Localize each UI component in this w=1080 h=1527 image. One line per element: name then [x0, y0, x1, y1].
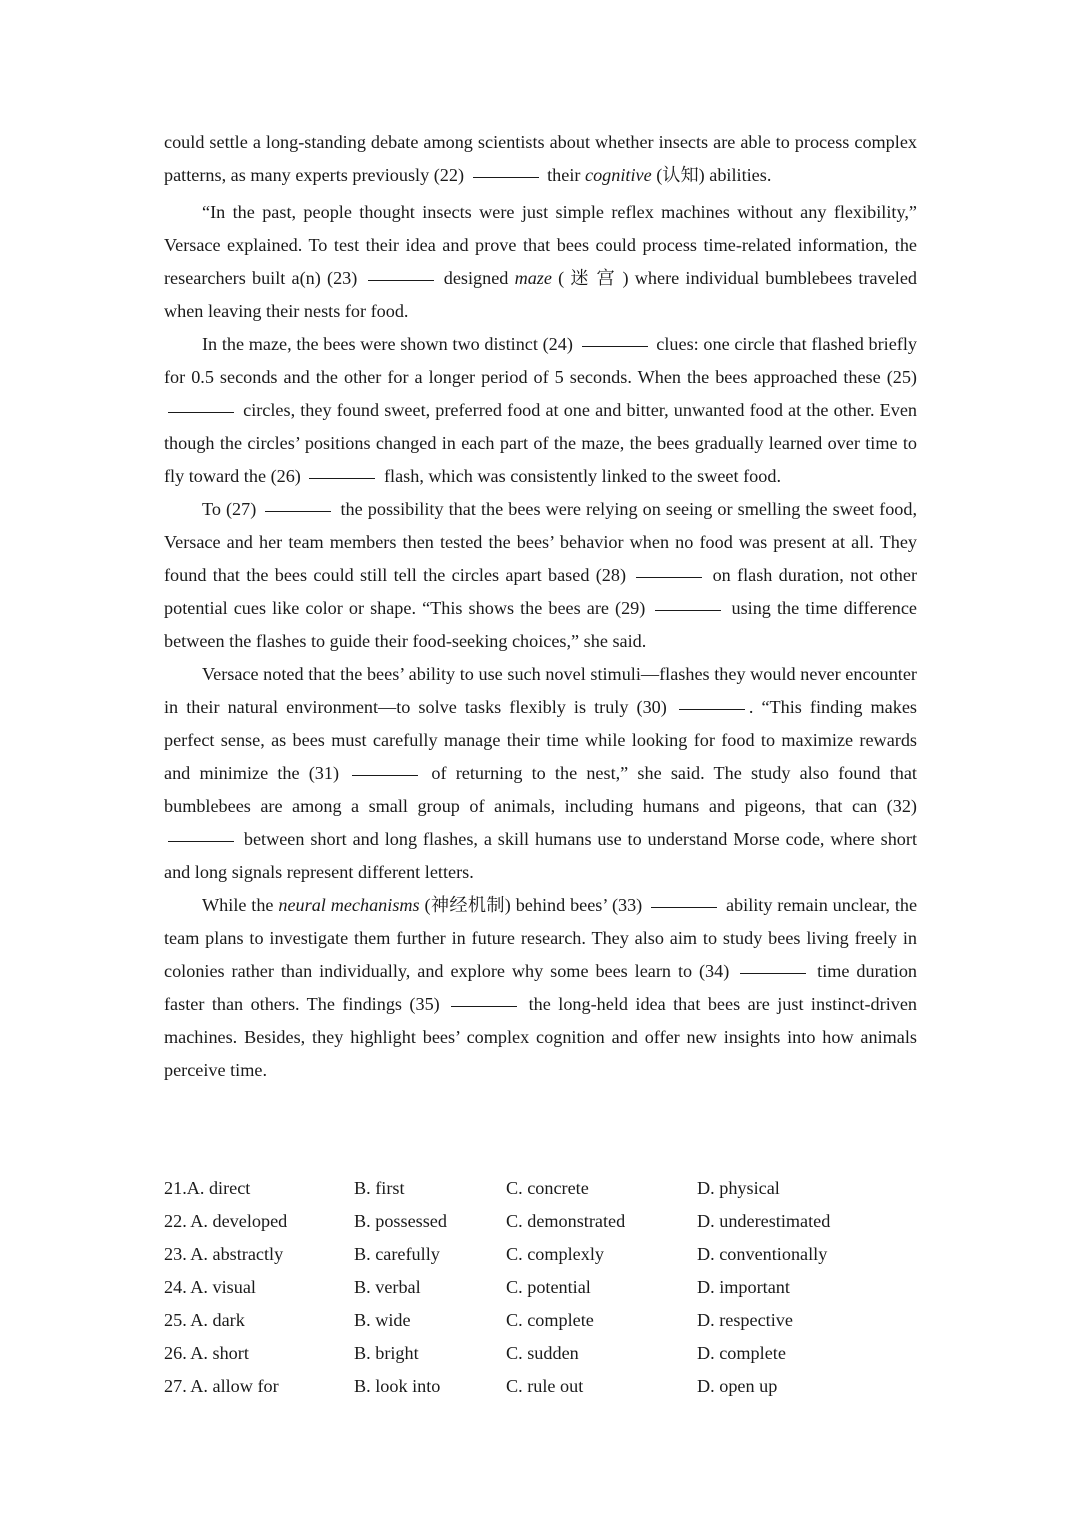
- answer-blank-35: [451, 1006, 517, 1007]
- option-b: B. first: [354, 1178, 405, 1198]
- option-a: 25. A. dark: [164, 1310, 245, 1330]
- text-run: time duration faster than others. The findings (35): [164, 961, 918, 1014]
- option-c: C. sudden: [506, 1343, 579, 1363]
- answer-blank-24: [582, 346, 648, 347]
- option-row-21: [164, 1172, 924, 1205]
- option-a: 24. A. visual: [164, 1277, 256, 1297]
- text-run: the long-held idea that bees are just instinct-driven machines. Besides, they highlight bees’ complex cognition and offer new insights into how animals perceive time.: [164, 994, 918, 1080]
- paragraph-5: [164, 658, 917, 889]
- text-run: between short and long flashes, a skill humans use to understand Morse code, where short and long signals represent different letters.: [164, 829, 917, 882]
- text-run: Versace noted that the bees’ ability to use such novel stimuli—flashes they would never encounter in their natural environment—to solve tasks flexibly is truly (30): [164, 664, 917, 717]
- option-a: 26. A. short: [164, 1343, 249, 1363]
- option-b: B. verbal: [354, 1277, 421, 1297]
- text-run: To (27): [202, 499, 257, 519]
- text-run: could settle a long-standing debate among scientists about whether insects are able to process complex patterns, as many experts previously (22): [164, 132, 917, 185]
- answer-blank-23: [368, 280, 434, 281]
- italic-term: cognitive: [585, 165, 652, 185]
- answer-blank-22: [473, 177, 539, 178]
- option-c: C. complexly: [506, 1244, 604, 1264]
- option-a: 22. A. developed: [164, 1211, 288, 1231]
- option-c: C. potential: [506, 1277, 591, 1297]
- text-run: ability remain unclear, the team plans to investigate them further in future research. They also aim to study bees living freely in colonies rather than individually, and explore why some bees learn to (34): [164, 895, 918, 981]
- answer-blank-32: [168, 841, 234, 842]
- answer-blank-26: [309, 478, 375, 479]
- option-c: C. demonstrated: [506, 1211, 626, 1231]
- answer-blank-29: [655, 610, 721, 611]
- text-run: “In the past, people thought insects were just simple reflex machines without any flexibility,” Versace explained. To test their idea and prove that bees could process time-related information, the researchers built a(n) (23): [164, 202, 917, 288]
- answer-blank-33: [651, 907, 717, 908]
- answer-blank-28: [636, 577, 702, 578]
- answer-options: [164, 1172, 924, 1403]
- option-c: C. rule out: [506, 1376, 584, 1396]
- text-run: In the maze, the bees were shown two distinct (24): [202, 334, 573, 354]
- text-run: designed: [443, 268, 509, 288]
- option-a: 27. A. allow for: [164, 1376, 279, 1396]
- paragraph-3: [164, 328, 917, 493]
- option-d: D. respective: [697, 1310, 793, 1330]
- option-d: D. important: [697, 1277, 790, 1297]
- option-a: 23. A. abstractly: [164, 1244, 284, 1264]
- paragraph-2: [164, 196, 917, 328]
- answer-blank-25: [168, 412, 234, 413]
- answer-blank-31: [352, 775, 418, 776]
- option-c: C. concrete: [506, 1178, 589, 1198]
- option-d: D. conventionally: [697, 1244, 828, 1264]
- answer-blank-27: [265, 511, 331, 512]
- option-b: B. bright: [354, 1343, 419, 1363]
- option-d: D. open up: [697, 1376, 778, 1396]
- option-d: D. physical: [697, 1178, 780, 1198]
- text-run: on flash duration, not other potential cues like color or shape. “This shows the bees are (29): [164, 565, 917, 618]
- paragraph-4: [164, 493, 917, 658]
- option-a: 21.A. direct: [164, 1178, 251, 1198]
- text-run: While the: [202, 895, 274, 915]
- option-row-23: [164, 1238, 924, 1271]
- option-row-25: [164, 1304, 924, 1337]
- text-run: ( 迷 宫 ) where individual bumblebees traveled when leaving their nests for food.: [164, 268, 917, 321]
- paragraph-1: [164, 126, 917, 192]
- option-c: C. complete: [506, 1310, 594, 1330]
- text-run: the possibility that the bees were relying on seeing or smelling the sweet food, Versace and her team members then tested the bees’ behavior when no food was present at all. They found that the bees could still tell the circles apart based (28): [164, 499, 918, 585]
- option-b: B. possessed: [354, 1211, 447, 1231]
- option-b: B. wide: [354, 1310, 411, 1330]
- text-run: clues: one circle that flashed briefly for 0.5 seconds and the other for a longer period of 5 seconds. When the bees approached these (25): [164, 334, 918, 387]
- text-run: using the time difference between the flashes to guide their food-seeking choices,” she said.: [164, 598, 918, 651]
- option-row-27: [164, 1370, 924, 1403]
- reading-passage: [164, 126, 917, 1087]
- answer-blank-30: [679, 709, 745, 710]
- italic-term: neural mechanisms: [278, 895, 420, 915]
- option-b: B. look into: [354, 1376, 441, 1396]
- text-run: circles, they found sweet, preferred food at one and bitter, unwanted food at the other. Even though the circles’ positions changed in each part of the maze, the bees gradually learned over time to fly toward the (26): [164, 400, 918, 486]
- option-b: B. carefully: [354, 1244, 440, 1264]
- answer-blank-34: [740, 973, 806, 974]
- text-run: (认知) abilities.: [656, 165, 772, 185]
- text-run: of returning to the nest,” she said. The study also found that bumblebees are among a small group of animals, including humans and pigeons, that can (32): [164, 763, 917, 816]
- text-run: flash, which was consistently linked to the sweet food.: [383, 466, 781, 486]
- option-row-22: [164, 1205, 924, 1238]
- text-run: their: [547, 165, 581, 185]
- paragraph-6: [164, 889, 917, 1087]
- option-d: D. underestimated: [697, 1211, 831, 1231]
- option-row-26: [164, 1337, 924, 1370]
- option-row-24: [164, 1271, 924, 1304]
- text-run: . “This finding makes perfect sense, as bees must carefully manage their time while looking for food to maximize rewards and minimize the (31): [164, 697, 917, 783]
- option-d: D. complete: [697, 1343, 786, 1363]
- italic-term: maze: [514, 268, 552, 288]
- text-run: (神经机制) behind bees’ (33): [424, 895, 643, 915]
